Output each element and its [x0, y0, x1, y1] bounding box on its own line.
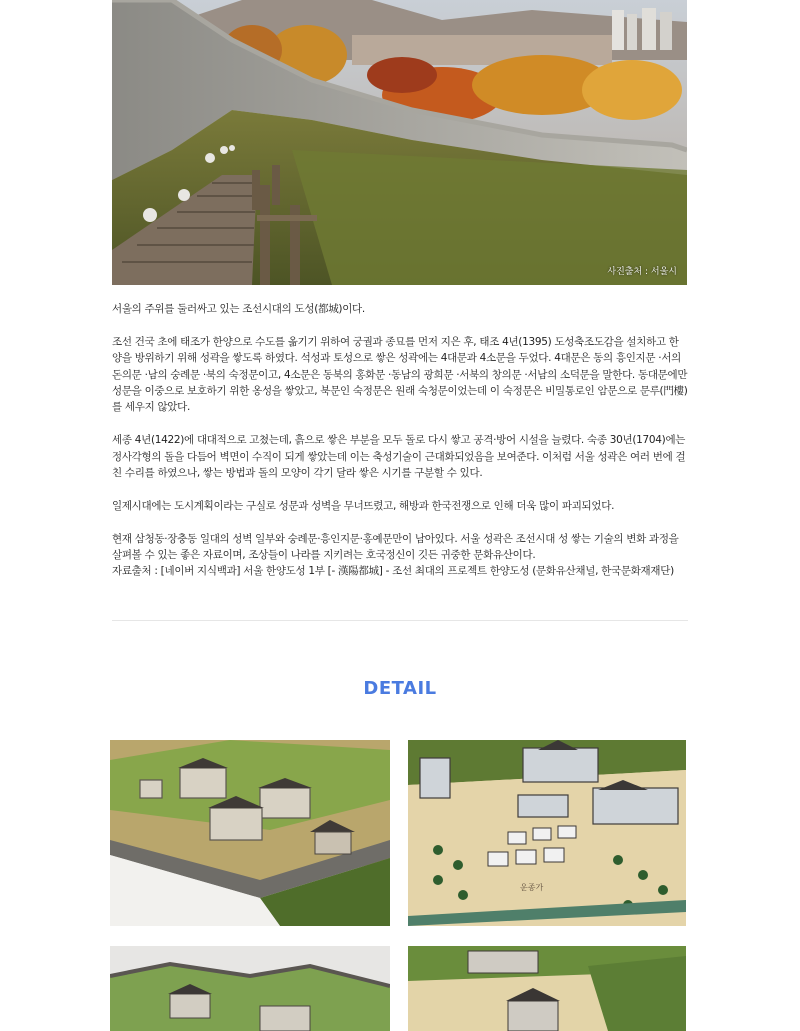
detail-photo-3 [110, 946, 390, 1031]
detail-heading: DETAIL [363, 678, 437, 699]
section-divider [112, 620, 688, 621]
detail-photo-1 [110, 740, 390, 926]
photo-credit: 사진출처 : 서울시 [607, 267, 677, 277]
article-paragraph-repair: 세종 4년(1422)에 대대적으로 고쳤는데, 흙으로 쌓은 부분을 모두 돌로 다시 쌓고 공격·방어 시설을 늘렸다. 숙종 30년(1704)에는 정사각형의 돌을 다듬어 벽면이 수직이 되게 쌓았는데 이는 축성기술이 근대화되었음을 보여준다. 이처럼 서울 성곽은 여러 번에 걸친 수리를 하였으나, 쌓는 방법과 돌의 모양이 각기 달라 쌓은 시기를 구분할 수 있다. [112, 434, 686, 480]
hero-photo-seoul-fortress-wall [112, 0, 687, 285]
detail-photo-2 [408, 740, 686, 926]
article-paragraph-destruction: 일제시대에는 도시계획이라는 구실로 성문과 성벽을 무너뜨렸고, 해방과 한국전쟁으로 인해 더욱 많이 파괴되었다. [112, 499, 615, 512]
article-body [112, 301, 688, 580]
detail-photo-4 [408, 946, 686, 1031]
article-paragraph-history: 조선 건국 초에 태조가 한양으로 수도를 옮기기 위하여 궁궐과 종묘를 먼저 지은 후, 태조 4년(1395) 도성축조도감을 설치하고 한양을 방위하기 위해 성곽을 쌓도록 하였다. 석성과 토성으로 쌓은 성곽에는 4대문과 4소문을 두었다. 4대문은 동의 흥인지문 ·서의 돈의문 ·남의 숭례문 ·북의 숙정문이고, 4소문은 동북의 홍화문 ·동남의 광희문 ·서북의 창의문 ·서남의 소덕문을 말한다. 동대문에만 성문을 이중으로 보호하기 위한 옹성을 쌓았고, 북문인 숙정문은 원래 숙청문이었는데 이 숙정문은 비밀통로인 암문으로 문루(門樓)를 세우지 않았다. [112, 335, 688, 414]
map-label-unjongga: 운종가 [520, 883, 544, 892]
article-source: 자료출처 : [네이버 지식백과] 서울 한양도성 1부 [- 漢陽都城] - 조선 최대의 프로젝트 한양도성 (문화유산채널, 한국문화재재단) [112, 565, 674, 578]
article-paragraph-intro: 서울의 주위를 둘러싸고 있는 조선시대의 도성(都城)이다. [112, 303, 365, 315]
article-paragraph-present: 현재 삼청동·장충동 일대의 성벽 일부와 숭례문·흥인지문·홍예문만이 남아있다. 서울 성곽은 조선시대 성 쌓는 기술의 변화 과정을 살펴볼 수 있는 좋은 자료이며, 조상들이 나라를 지키려는 호국정신이 깃든 귀중한 문화유산이다. [112, 532, 679, 562]
